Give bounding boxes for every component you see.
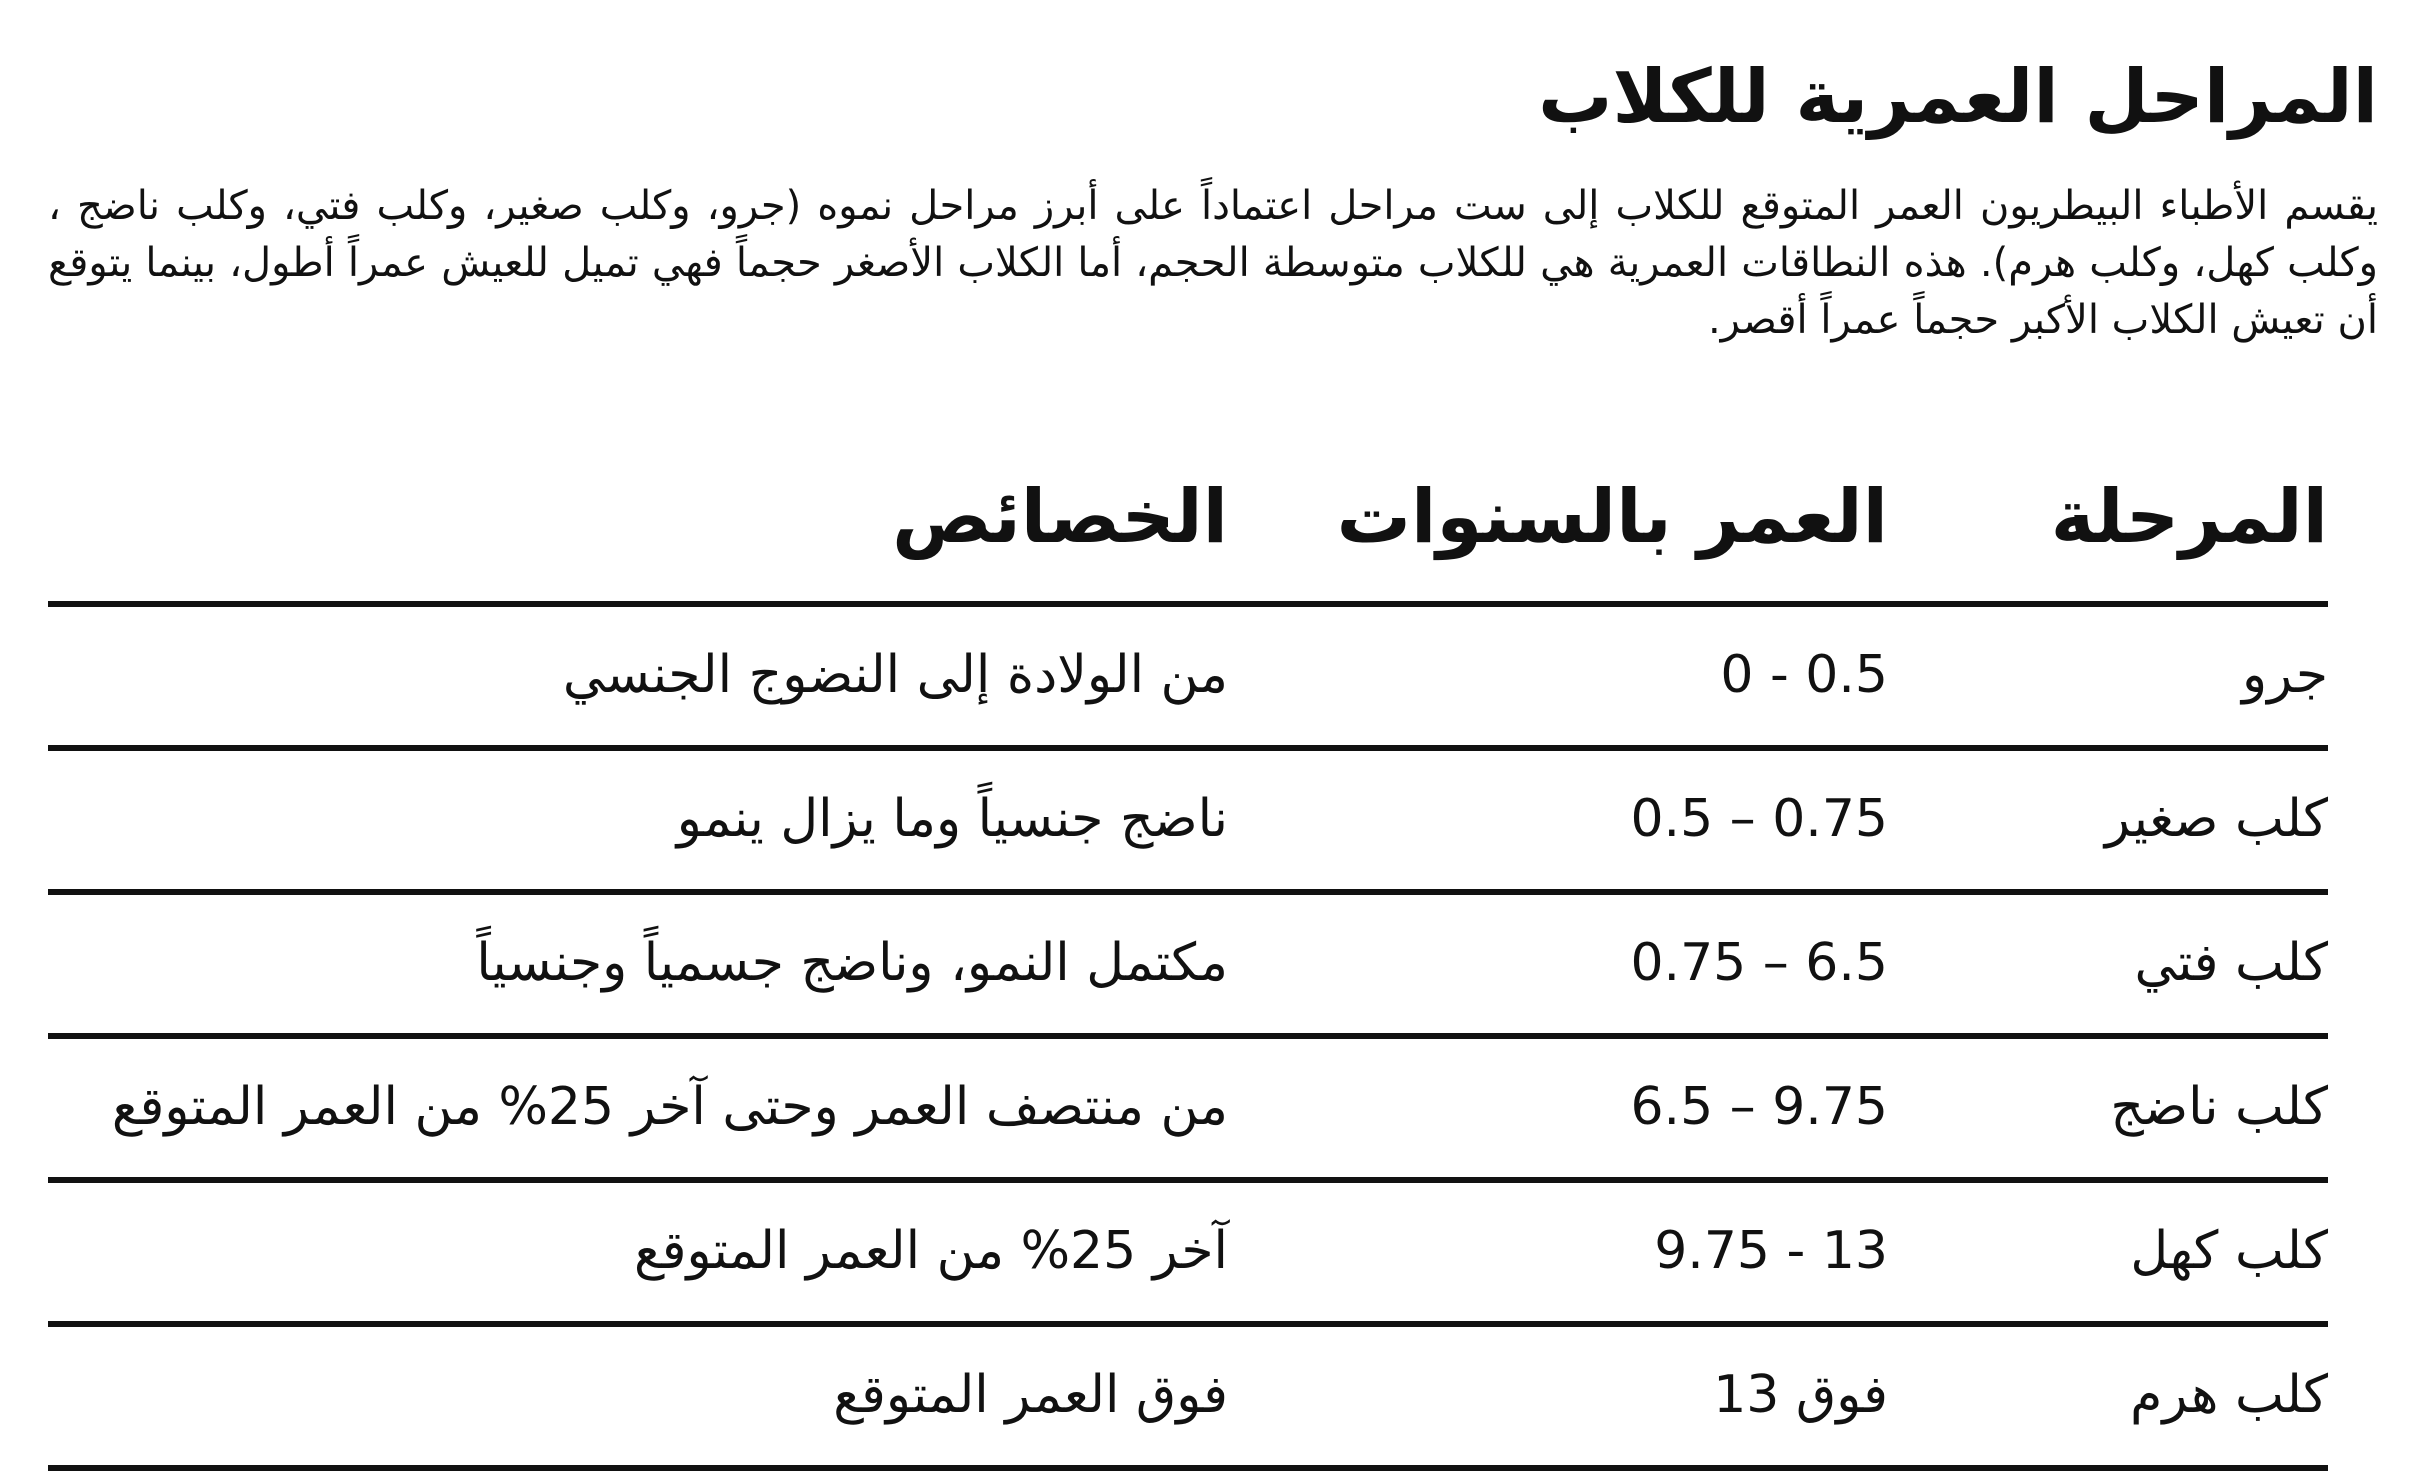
life-stages-table bbox=[48, 430, 2328, 1471]
stage-cell: كلب صغير bbox=[2104, 789, 2328, 849]
table-row bbox=[48, 1183, 2328, 1327]
table-row bbox=[48, 1039, 2328, 1183]
stage-cell: كلب فتي bbox=[2134, 933, 2328, 993]
age-cell: 0 - 0.5 bbox=[1720, 645, 1888, 705]
table-row bbox=[48, 607, 2328, 751]
characteristics-cell: من الولادة إلى النضوج الجنسي bbox=[562, 645, 1228, 705]
table-row bbox=[48, 751, 2328, 895]
characteristics-cell: آخر 25% من العمر المتوقع bbox=[634, 1221, 1228, 1281]
characteristics-cell: ناضج جنسياً وما يزال ينمو bbox=[676, 789, 1228, 849]
header-age: العمر بالسنوات bbox=[1336, 474, 1888, 560]
age-cell: 0.75 – 6.5 bbox=[1630, 933, 1888, 993]
age-cell: 6.5 – 9.75 bbox=[1630, 1077, 1888, 1137]
header-stage: المرحلة bbox=[2050, 474, 2328, 560]
stage-cell: كلب ناضج bbox=[2110, 1077, 2328, 1137]
age-cell: فوق 13 bbox=[1713, 1365, 1888, 1425]
stage-cell: كلب هرم bbox=[2130, 1365, 2328, 1425]
characteristics-cell: من منتصف العمر وحتى آخر 25% من العمر المتوقع bbox=[111, 1077, 1228, 1137]
intro-paragraph: يقسم الأطباء البيطريون العمر المتوقع للكلاب إلى ست مراحل اعتماداً على أبرز مراحل نموه (جرو، وكلب صغير، وكلب فتي، وكلب ناضج ، وكلب كهل، وكلب هرم). هذه النطاقات العمرية هي للكلاب متوسطة الحجم، أما الكلاب الأصغر حجماً فهي تميل للعيش عمراً أطول، بينما يتوقع أن تعيش الكلاب الأكبر حجماً عمراً أقصر. bbox=[48, 183, 2378, 343]
age-cell: 0.5 – 0.75 bbox=[1630, 789, 1888, 849]
age-cell: 9.75 - 13 bbox=[1654, 1221, 1888, 1281]
characteristics-cell: مكتمل النمو، وناضج جسمياً وجنسياً bbox=[476, 933, 1228, 993]
characteristics-cell: فوق العمر المتوقع bbox=[833, 1365, 1228, 1425]
document-page bbox=[48, 0, 2378, 1467]
stage-cell: جرو bbox=[2242, 645, 2328, 705]
header-characteristics: الخصائص bbox=[892, 474, 1228, 560]
table-row bbox=[48, 1327, 2328, 1471]
table-row bbox=[48, 895, 2328, 1039]
table-header-row bbox=[48, 430, 2328, 607]
page-title: المراحل العمرية للكلاب bbox=[1538, 54, 2378, 140]
stage-cell: كلب كهل bbox=[2130, 1221, 2328, 1281]
